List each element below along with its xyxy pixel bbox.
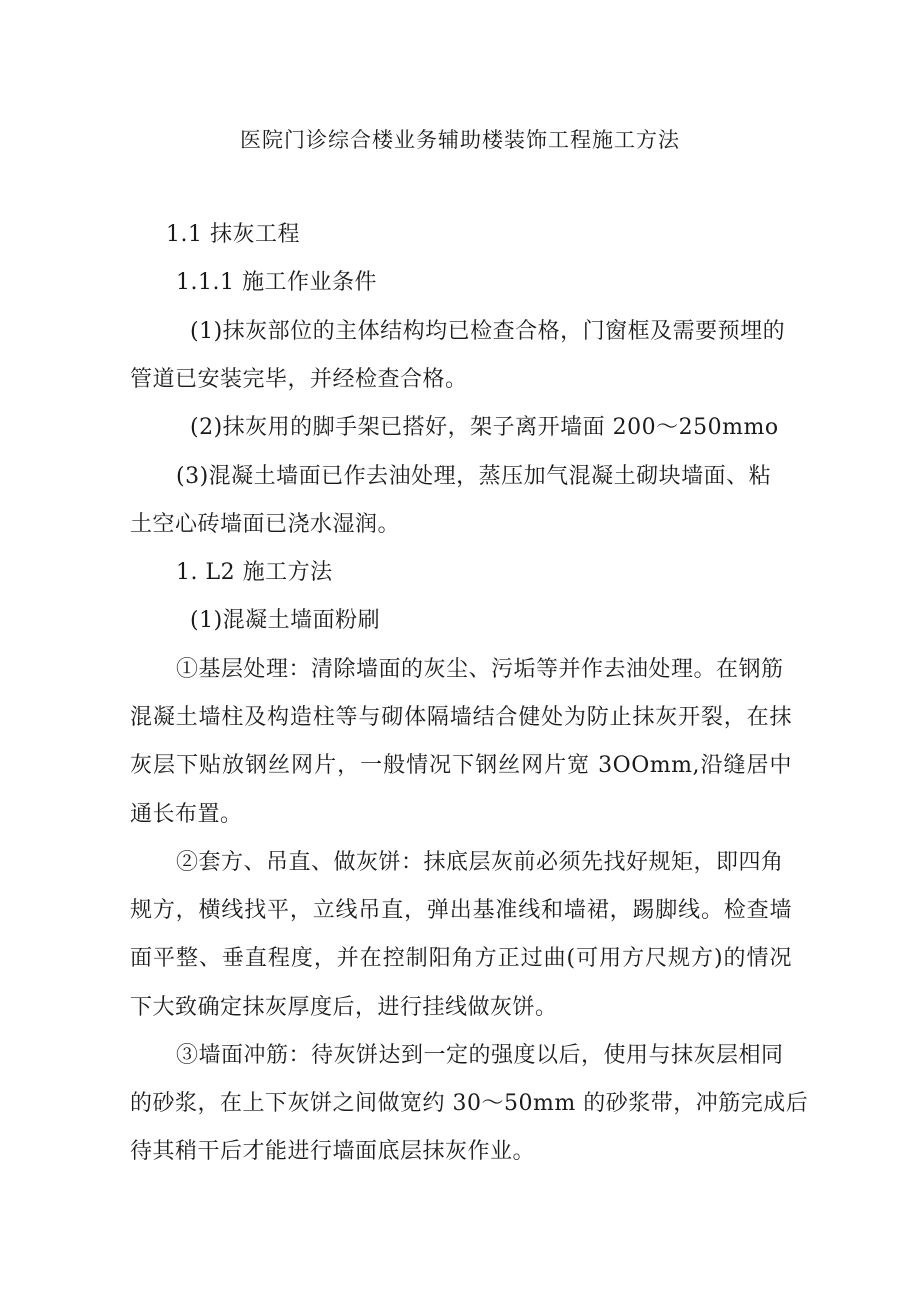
subheading: (1)混凝土墙面粉刷 — [190, 608, 381, 633]
paragraph-line: (2)抹灰用的脚手架已搭好，架子离开墙面 200～250mmo — [190, 415, 779, 440]
heading-1-1-2: 1. L2 施工方法 — [176, 560, 333, 585]
paragraph-line: 混凝土墙柱及构造柱等与砌体隔墙结合健处为防止抹灰开裂，在抹 — [130, 705, 792, 730]
paragraph-line: 通长布置。 — [130, 802, 243, 827]
paragraph-line: 待其稍干后才能进行墙面底层抹灰作业。 — [130, 1139, 536, 1164]
paragraph-line: 管道已安装完毕，并经检查合格。 — [130, 367, 468, 392]
paragraph-line: 的砂浆，在上下灰饼之间做宽约 30～50mm 的砂浆带，冲筋完成后 — [130, 1091, 809, 1116]
paragraph-line: ①基层处理：清除墙面的灰尘、污垢等并作去油处理。在钢筋 — [176, 657, 784, 682]
heading-1-1: 1.1 抹灰工程 — [166, 222, 300, 247]
document-title: 医院门诊综合楼业务辅助楼装饰工程施工方法 — [240, 128, 680, 152]
paragraph-line: (3)混凝土墙面已作去油处理，蒸压加气混凝土砌块墙面、粘 — [176, 464, 772, 489]
paragraph-line: 规方，横线找平，立线吊直，弹出基准线和墙裙，踢脚线。检查墙 — [130, 898, 792, 923]
paragraph-line: 下大致确定抹灰厚度后，进行挂线做灰饼。 — [130, 995, 558, 1020]
paragraph-line: ②套方、吊直、做灰饼：抹底层灰前必须先找好规矩，即四角 — [176, 850, 784, 875]
paragraph-line: 灰层下贴放钢丝网片，一般情况下钢丝网片宽 3OOmm,沿缝居中 — [130, 753, 792, 778]
paragraph-line: 面平整、垂直程度，并在控制阳角方正过曲(可用方尺规方)的情况 — [130, 946, 792, 971]
paragraph-line: (1)抹灰部位的主体结构均已检查合格，门窗框及需要预埋的 — [190, 319, 786, 344]
paragraph-line: 土空心砖墙面已浇水湿润。 — [130, 512, 401, 537]
heading-1-1-1: 1.1.1 施工作业条件 — [176, 270, 377, 295]
paragraph-line: ③墙面冲筋：待灰饼达到一定的强度以后，使用与抹灰层相同 — [176, 1043, 784, 1068]
